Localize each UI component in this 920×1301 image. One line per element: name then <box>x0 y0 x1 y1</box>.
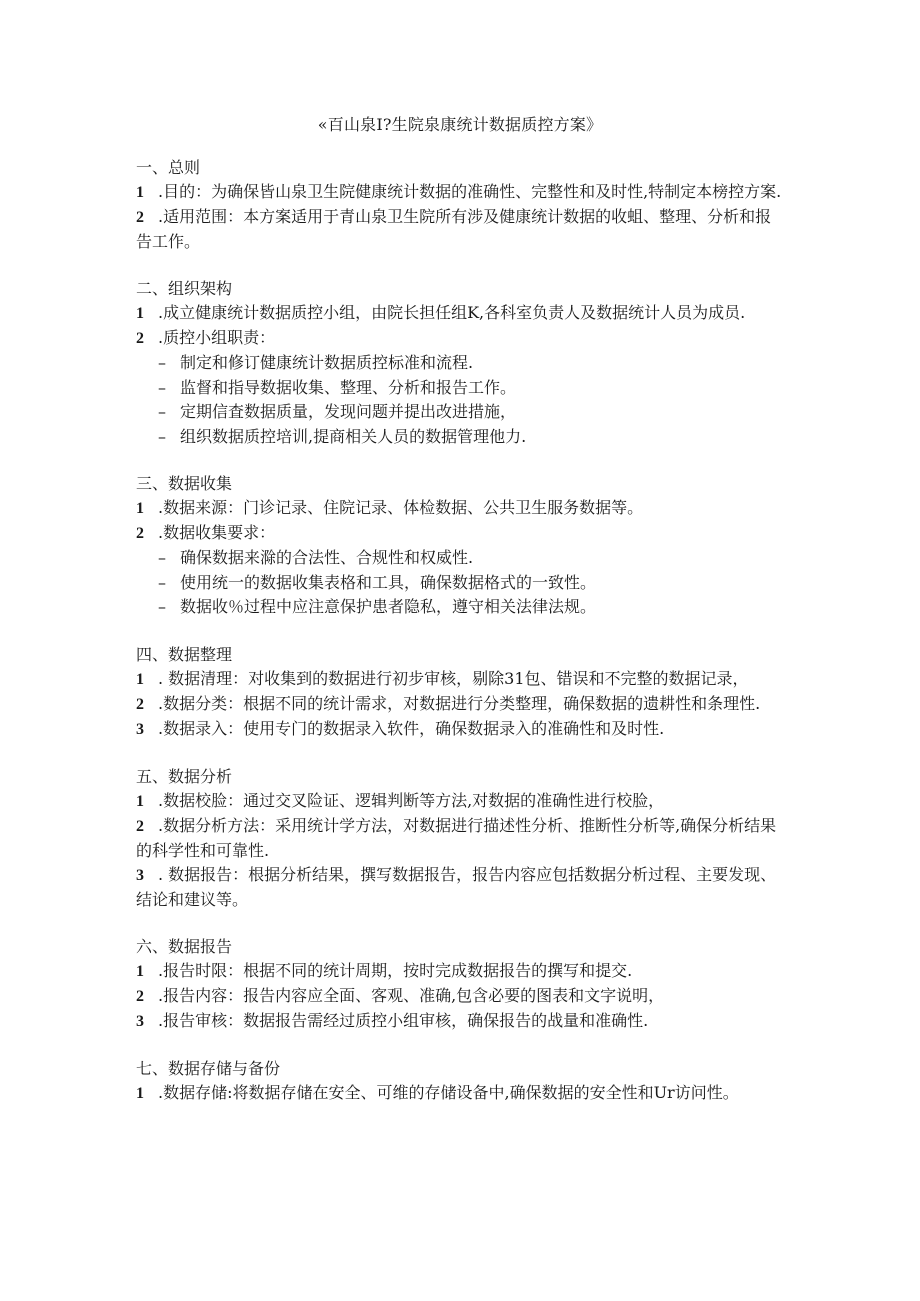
item-number: 1 <box>136 962 144 980</box>
section-6 <box>136 935 786 1034</box>
section-heading: 六、数据报告 <box>136 936 233 956</box>
list-item <box>136 180 786 205</box>
section-7 <box>136 1057 786 1106</box>
item-number: 3 <box>136 720 144 738</box>
list-item <box>136 692 786 717</box>
item-number: 3 <box>136 1012 144 1030</box>
item-text: .数据存储:将数据存储在安全、可维的存储设备中,确保数据的安全性和Ur访问性。 <box>158 1082 739 1102</box>
item-number: 2 <box>136 525 144 542</box>
item-text: .数据校脸：通过交叉险证、逻辑判断等方法,对数据的准确性进行校脸， <box>158 790 665 810</box>
item-text: .成立健康统计数据质控小组，由院长担任组K,各科室负责人及数据统计人员为成员. <box>158 303 746 322</box>
item-text: . 数据报告：根据分析结果，撰写数据报告，报告内容应包括数据分析过程、主要发现、结论和建议等。 <box>136 864 777 909</box>
sub-item <box>136 351 786 376</box>
sub-item-text: 定期信査数据质量，发现问题并提出改进措施， <box>180 402 517 421</box>
list-item <box>136 789 786 814</box>
dash-bullet: – <box>158 426 166 446</box>
item-text: . 数据清理：对收集到的数据进行初步审核，剔除31包、错误和不完整的数据记录， <box>158 668 749 688</box>
item-text: .适用范围：本方案适用于青山泉卫生院所有涉及健康统计数据的收蛆、整理、分析和报告工作。 <box>136 207 772 251</box>
dash-bullet: – <box>158 548 166 567</box>
list-item <box>136 717 786 742</box>
sub-item-text: 监督和指导数据收集、整理、分析和报告工作。 <box>180 377 517 397</box>
list-item <box>136 301 786 326</box>
item-text: .数据分类：根据不同的统计需求，对数据进行分类整理，确保数据的遗耕性和条理性. <box>158 693 761 713</box>
item-text: .数据来源：门诊记录、住院记录、体检数据、公共卫生服务数据等。 <box>158 498 644 517</box>
dash-bullet: – <box>158 377 166 397</box>
list-item <box>136 984 786 1009</box>
list-item <box>136 814 786 863</box>
document-body <box>136 156 786 1129</box>
list-item <box>136 1081 786 1106</box>
section-5 <box>136 765 786 912</box>
sub-item <box>136 571 786 596</box>
list-item <box>136 205 786 254</box>
list-item <box>136 326 786 351</box>
section-heading: 七、数据存储与备份 <box>136 1058 281 1078</box>
list-item <box>136 1009 786 1034</box>
sub-item-text: 组织数据质控培训,提商相关人员的数据管理他力. <box>180 426 527 446</box>
list-item <box>136 496 786 521</box>
item-number: 2 <box>136 817 144 835</box>
item-number: 1 <box>136 184 144 201</box>
document-title: «百山泉I?生院泉康统计数据质控方案》 <box>317 115 603 134</box>
item-text: .数据收集要求： <box>158 523 276 542</box>
sub-item-text: 数据收％过程中应注意保护患者隐私，遵守相关法律法规。 <box>180 597 597 616</box>
sub-item <box>136 595 786 620</box>
sub-item <box>136 376 786 401</box>
item-number: 1 <box>136 792 144 810</box>
item-text: .数据分析方法：采用统计学方法，对数据进行描述性分析、推断性分析等,确保分析结果的科学性和可靠性. <box>136 815 777 860</box>
section-2 <box>136 277 786 449</box>
item-text: .报告内容：报告内容应全面、客观、准确,包含必要的图表和文字说明， <box>158 985 665 1005</box>
item-number: 1 <box>136 305 144 322</box>
dash-bullet: – <box>158 402 166 421</box>
item-number: 1 <box>136 1084 144 1102</box>
item-text: .报告时限：根据不同的统计周期，按时完成数据报告的撰写和提交. <box>158 960 633 980</box>
section-heading: 二、组织架构 <box>136 279 233 298</box>
item-number: 1 <box>136 500 144 517</box>
item-text: .数据录入：使用专门的数据录入软件，确保数据录入的准确性和及时性. <box>158 718 665 738</box>
item-number: 3 <box>136 866 144 884</box>
sub-item <box>136 425 786 450</box>
list-item <box>136 521 786 546</box>
section-heading: 三、数据收集 <box>136 474 233 493</box>
section-heading: 四、数据整理 <box>136 644 233 664</box>
sub-item-text: 使用统一的数据收集表格和工具，确保数据格式的一致性。 <box>180 572 597 592</box>
section-heading: 五、数据分析 <box>136 766 233 786</box>
item-number: 2 <box>136 209 144 226</box>
sub-item-text: 制定和修订健康统计数据质控标准和流程. <box>180 353 474 372</box>
section-3 <box>136 472 786 620</box>
item-text: .目的：为确保皆山泉卫生院健康统计数据的准确性、完整性和及时性,特制定本榜控方案. <box>158 182 782 201</box>
list-item <box>136 959 786 984</box>
item-text: .报告审核：数据报告需经过质控小组审核，确保报告的战量和准确性. <box>158 1010 649 1030</box>
sub-item <box>136 546 786 571</box>
section-1 <box>136 156 786 254</box>
item-number: 2 <box>136 695 144 713</box>
list-item <box>136 863 786 912</box>
item-number: 2 <box>136 987 144 1005</box>
dash-bullet: – <box>158 597 166 616</box>
sub-item <box>136 400 786 425</box>
dash-bullet: – <box>158 572 166 592</box>
section-4 <box>136 643 786 742</box>
list-item <box>136 667 786 692</box>
item-number: 1 <box>136 670 144 688</box>
item-number: 2 <box>136 330 144 347</box>
item-text: .质控小组职责： <box>158 328 276 347</box>
section-heading: 一、总则 <box>136 158 201 177</box>
dash-bullet: – <box>158 353 166 372</box>
sub-item-text: 确保数据来滁的合法性、合规性和权威性. <box>180 548 474 567</box>
